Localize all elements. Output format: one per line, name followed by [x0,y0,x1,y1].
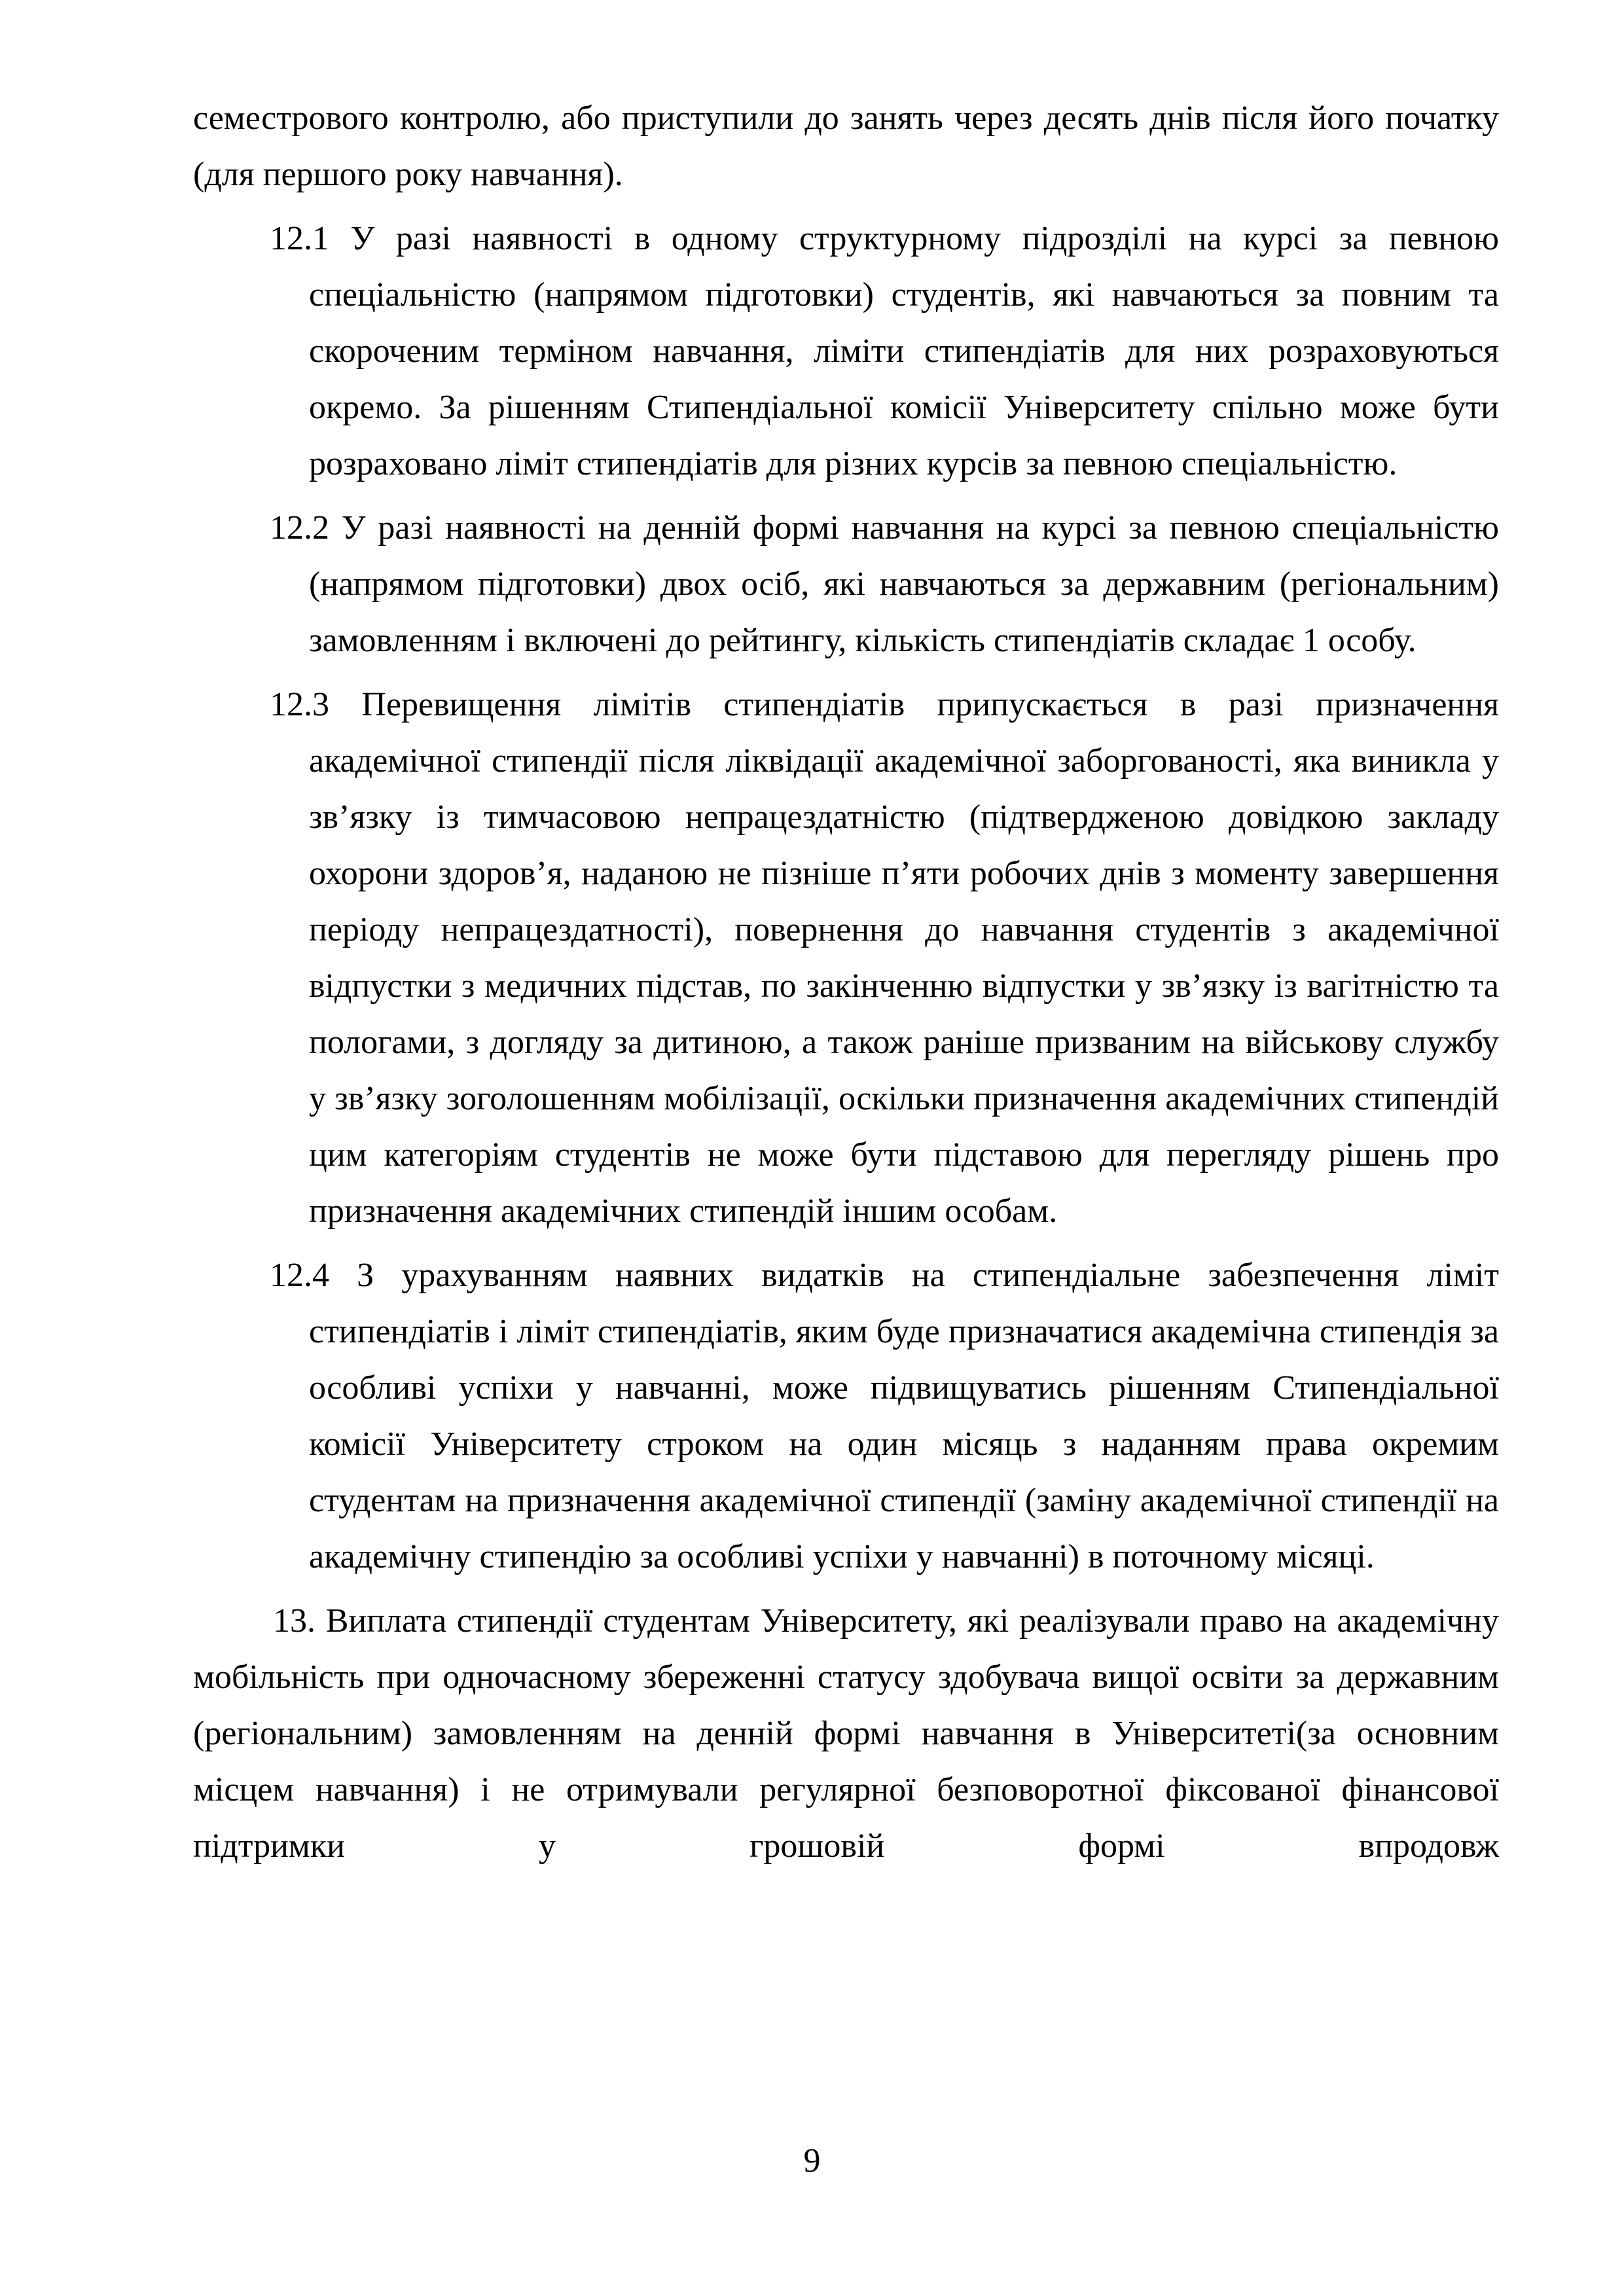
item-12-1 [193,211,1499,492]
section-text: Виплата стипендії студентам Університету, які реалізували право на академічну мобільність при одночасному збереженні статусу здобувача вищої освіти за державним (регіональним) замовленням на денній формі навчання в Університеті(за основним місцем навчання) і не отримували регулярної безповоротної фіксованої фінансової підтримки у грошовій формі впродовж [193,1602,1499,1865]
item-number: 12.2 [270,509,329,547]
lead-paragraph: семестрового контролю, або приступили до занять через десять днів після його початку (для першого року навчання). [193,99,1499,193]
item-12-3 [193,677,1499,1240]
item-12-2 [193,500,1499,669]
item-text: З урахуванням наявних видатків на стипендіальне забезпечення ліміт стипендіатів і ліміт стипендіатів, яким буде призначатися академічна стипендія за особливі успіхи у навчанні, може підвищуватись рішенням Стипендіальної комісії Університету строком на один місяць з наданням права окремим студентам на призначення академічної стипендії (заміну академічної стипендії на академічну стипендію за особливі успіхи у навчанні) в поточному місяці. [309,1257,1499,1575]
item-number: 12.1 [270,220,329,257]
item-text: У разі наявності в одному структурному підрозділі на курсі за певною спеціальністю (напрямом підготовки) студентів, які навчаються за повним та скороченим терміном навчання, ліміти стипендіатів для них розраховуються окремо. За рішенням Стипендіальної комісії Університету спільно може бути розраховано ліміт стипендіатів для різних курсів за певною спеціальністю. [309,220,1499,482]
item-text: Перевищення лімітів стипендіатів припускається в разі призначення академічної стипендії після ліквідації академічної заборгованості, яка виникла у зв’язку із тимчасовою непрацездатністю (підтвердженою довідкою закладу охорони здоров’я, наданою не пізніше п’яти робочих днів з моменту завершення періоду непрацездатності), повернення до навчання студентів з академічної відпустки з медичних підстав, по закінченню відпустки у зв’язку із вагітністю та пологами, з догляду за дитиною, а також раніше призваним на військову службу у зв’язку зоголошенням мобілізації, оскільки призначення академічних стипендій цим категоріям студентів не може бути підставою для перегляду рішень про призначення академічних стипендій іншим особам. [309,686,1500,1230]
item-12-4 [193,1247,1499,1585]
document-page [193,90,1499,1874]
section-13-paragraph [193,1593,1499,1874]
item-text: У разі наявності на денній формі навчання на курсі за певною спеціальністю (напрямом підготовки) двох осіб, які навчаються за державним (регіональним) замовленням і включені до рейтингу, кількість стипендіатів складає 1 особу. [309,509,1499,659]
section-number: 13. [273,1602,316,1640]
page-number: 9 [803,2142,821,2179]
item-number: 12.3 [270,686,329,723]
item-number: 12.4 [270,1257,329,1294]
